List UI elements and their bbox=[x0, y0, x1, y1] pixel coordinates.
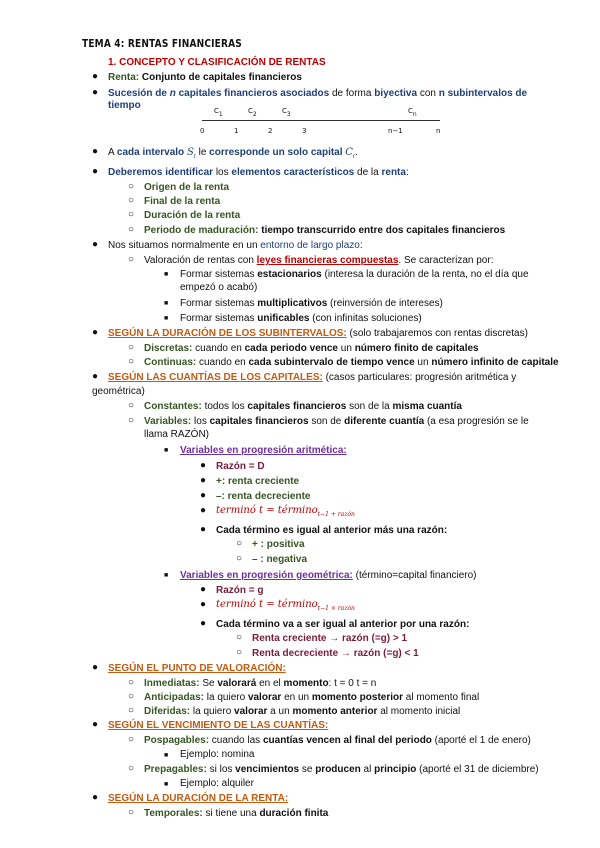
circle-bullet-icon: ○ bbox=[128, 342, 135, 353]
list-item: SEGÚN LA DURACIÓN DE LA RENTA: bbox=[108, 793, 289, 804]
timeline-axis bbox=[202, 120, 440, 121]
section-heading: 1. CONCEPTO Y CLASIFICACIÓN DE RENTAS bbox=[108, 57, 326, 68]
bullet-icon: ● bbox=[92, 146, 99, 157]
list-item: Prepagables: si los vencimientos se producen al principio (aporté el 31 de diciembre) bbox=[144, 764, 539, 775]
bullet-icon: ● bbox=[92, 166, 99, 177]
circle-bullet-icon: ○ bbox=[128, 691, 135, 702]
tick-label: n bbox=[436, 127, 441, 135]
list-item: Formar sistemas multiplicativos (reinversión de intereses) bbox=[180, 298, 443, 309]
list-item-continuation: geométrica) bbox=[92, 386, 145, 397]
circle-bullet-icon: ○ bbox=[236, 553, 243, 564]
list-item: Ejemplo: alquiler bbox=[180, 778, 254, 789]
list-item: SEGÚN EL VENCIMIENTO DE LAS CUANTÍAS: bbox=[108, 720, 329, 731]
list-item: Final de la renta bbox=[144, 196, 221, 207]
tick-label: 0 bbox=[200, 127, 205, 135]
list-item: +: renta creciente bbox=[216, 476, 300, 487]
list-item: Origen de la renta bbox=[144, 182, 230, 193]
circle-bullet-icon: ○ bbox=[128, 415, 135, 426]
circle-bullet-icon: ○ bbox=[128, 705, 135, 716]
formula: terminó t = término$_{t-1 + razón}$ bbox=[216, 505, 355, 518]
square-bullet-icon: ■ bbox=[164, 781, 169, 788]
circle-bullet-icon: ○ bbox=[128, 356, 135, 367]
list-item: Temporales: si tiene una duración finita bbox=[144, 808, 329, 819]
square-bullet-icon: ■ bbox=[164, 572, 169, 579]
square-bullet-icon: ■ bbox=[164, 447, 169, 454]
list-item: Formar sistemas estacionarios (interesa la duración de la renta, no el día que bbox=[180, 269, 529, 280]
list-item: Cada término es igual al anterior más una razón: bbox=[216, 525, 448, 536]
bullet-icon: ● bbox=[200, 460, 207, 471]
list-item: Duración de la renta bbox=[144, 210, 241, 221]
list-item: Discretas: cuando en cada periodo vence un número finito de capitales bbox=[144, 343, 479, 354]
bullet-icon: ● bbox=[92, 239, 99, 250]
bullet-icon: ● bbox=[92, 792, 99, 803]
bullet-icon: ● bbox=[200, 584, 207, 595]
bullet-icon: ● bbox=[92, 327, 99, 338]
bullet-icon: ● bbox=[92, 71, 99, 82]
square-bullet-icon: ■ bbox=[164, 300, 169, 307]
list-item: Nos situamos normalmente en un entorno de largo plazo: bbox=[108, 240, 363, 251]
tick-label: n−1 bbox=[388, 127, 403, 135]
circle-bullet-icon: ○ bbox=[128, 195, 135, 206]
list-item-continuation: tiempo bbox=[108, 100, 141, 111]
bullet-icon: ● bbox=[92, 662, 99, 673]
list-item: Inmediatas: Se valorará en el momento: t = 0 t = n bbox=[144, 678, 377, 689]
list-item: SEGÚN EL PUNTO DE VALORACIÓN: bbox=[108, 663, 286, 674]
circle-bullet-icon: ○ bbox=[236, 538, 243, 549]
bullet-icon: ● bbox=[92, 719, 99, 730]
list-item: Renta: Conjunto de capitales financieros bbox=[108, 72, 302, 83]
square-bullet-icon: ■ bbox=[164, 315, 169, 322]
bullet-icon: ● bbox=[200, 475, 207, 486]
list-item: Deberemos identificar los elementos característicos de la renta: bbox=[108, 167, 409, 178]
list-item: Continuas: cuando en cada subintervalo de tiempo vence un número infinito de capitale bbox=[144, 357, 559, 368]
page-title: TEMA 4: RENTAS FINANCIERAS bbox=[82, 38, 242, 50]
list-item: Constantes: todos los capitales financieros son de la misma cuantía bbox=[144, 401, 462, 412]
square-bullet-icon: ■ bbox=[164, 752, 169, 759]
bullet-icon: ● bbox=[200, 599, 207, 610]
list-item-continuation: empezó o acabó) bbox=[180, 282, 258, 293]
list-item: Pospagables: cuando las cuantías vencen al final del periodo (aporté el 1 de enero) bbox=[144, 735, 531, 746]
capital-label: C3 bbox=[282, 107, 291, 118]
list-item: Cada término va a ser igual al anterior por una razón: bbox=[216, 619, 470, 630]
list-item: –: renta decreciente bbox=[216, 491, 311, 502]
capital-label: C1 bbox=[214, 107, 223, 118]
circle-bullet-icon: ○ bbox=[128, 677, 135, 688]
list-item: – : negativa bbox=[252, 554, 308, 565]
circle-bullet-icon: ○ bbox=[236, 632, 243, 643]
list-item: SEGÚN LAS CUANTÍAS DE LOS CAPITALES: (casos particulares: progresión aritmética y bbox=[108, 372, 517, 383]
list-item: Renta creciente → razón (=g) > 1 bbox=[252, 633, 408, 644]
list-item: Variables: los capitales financieros son de diferente cuantía (a esa progresión se le bbox=[144, 416, 529, 427]
list-item: Renta decreciente → razón (=g) < 1 bbox=[252, 648, 419, 659]
square-bullet-icon: ■ bbox=[164, 271, 169, 278]
tick-label: 3 bbox=[302, 127, 307, 135]
bullet-icon: ● bbox=[200, 524, 207, 535]
bullet-icon: ● bbox=[200, 490, 207, 501]
circle-bullet-icon: ○ bbox=[128, 224, 135, 235]
circle-bullet-icon: ○ bbox=[128, 181, 135, 192]
formula: terminó t = término$_{t-1 \times razón}$ bbox=[216, 599, 355, 612]
list-item: Periodo de maduración: tiempo transcurrido entre dos capitales financieros bbox=[144, 225, 506, 236]
list-item: Sucesión de n capitales financieros asociados de forma biyectiva con n subintervalos de bbox=[108, 88, 528, 99]
tick-label: 2 bbox=[268, 127, 273, 135]
circle-bullet-icon: ○ bbox=[128, 807, 135, 818]
circle-bullet-icon: ○ bbox=[128, 209, 135, 220]
timeline-diagram bbox=[196, 101, 446, 141]
subsection-heading: Variables en progresión geométrica: (término=capital financiero) bbox=[180, 570, 477, 581]
circle-bullet-icon: ○ bbox=[128, 763, 135, 774]
list-item: Razón = g bbox=[216, 585, 264, 596]
bullet-icon: ● bbox=[200, 505, 207, 516]
list-item: Diferidas: la quiero valorar a un momento anterior al momento inicial bbox=[144, 706, 461, 717]
list-item: Razón = D bbox=[216, 461, 265, 472]
bullet-icon: ● bbox=[92, 87, 99, 98]
bullet-icon: ● bbox=[200, 618, 207, 629]
subsection-heading: Variables en progresión aritmética: bbox=[180, 445, 347, 456]
list-item: Anticipadas: la quiero valorar en un momento posterior al momento final bbox=[144, 692, 480, 703]
capital-label: Cn bbox=[408, 107, 417, 118]
list-item: SEGÚN LA DURACIÓN DE LOS SUBINTERVALOS: (solo trabajaremos con rentas discretas) bbox=[108, 328, 528, 339]
bullet-icon: ● bbox=[92, 371, 99, 382]
list-item: Ejemplo: nomina bbox=[180, 749, 255, 760]
list-item: + : positiva bbox=[252, 539, 305, 550]
capital-label: C2 bbox=[248, 107, 257, 118]
list-item: Formar sistemas unificables (con infinitas soluciones) bbox=[180, 313, 422, 324]
list-item: Valoración de rentas con leyes financieras compuestas. Se caracterizan por: bbox=[144, 255, 494, 266]
circle-bullet-icon: ○ bbox=[128, 734, 135, 745]
list-item: A cada intervalo $S_r$ le corresponde un solo capital $C_r$. bbox=[108, 147, 358, 160]
list-item-continuation: llama RAZÓN) bbox=[144, 429, 210, 440]
circle-bullet-icon: ○ bbox=[236, 647, 243, 658]
circle-bullet-icon: ○ bbox=[128, 400, 135, 411]
circle-bullet-icon: ○ bbox=[128, 254, 135, 265]
tick-label: 1 bbox=[234, 127, 239, 135]
